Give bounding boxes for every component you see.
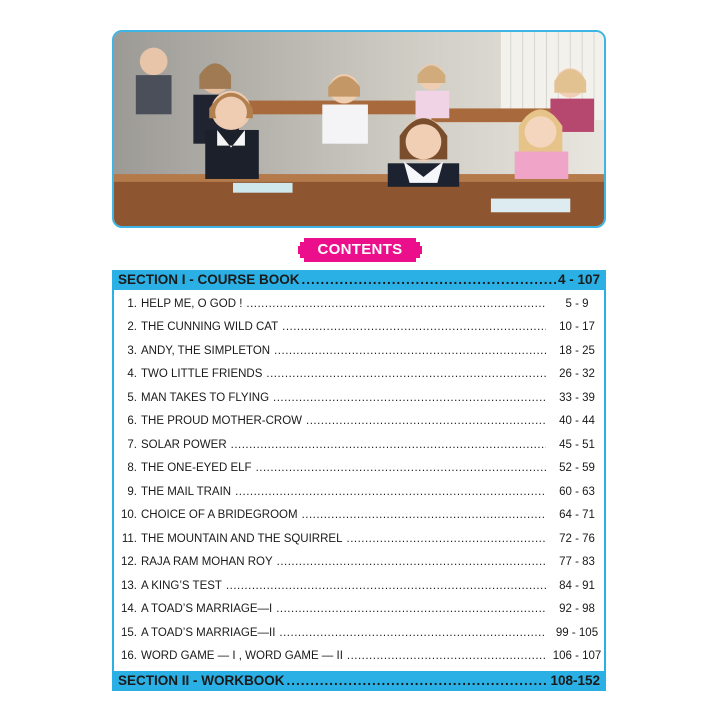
toc-item-pages: 45 - 51 — [559, 438, 595, 451]
toc-item-pages: 52 - 59 — [559, 462, 595, 475]
toc-item-pages: 77 - 83 — [559, 556, 595, 569]
leader-dots — [347, 533, 547, 545]
toc-item[interactable] — [114, 551, 604, 575]
toc-item-pages: 84 - 91 — [559, 579, 595, 592]
section-2-bar[interactable] — [112, 671, 606, 691]
toc-item-number: 14. — [121, 603, 137, 616]
section-2-leader-dots — [287, 671, 549, 691]
toc-item-pages: 26 - 32 — [559, 368, 595, 381]
toc-item[interactable] — [114, 410, 604, 434]
table-of-contents — [112, 290, 606, 671]
leader-dots — [231, 439, 546, 451]
toc-item-number: 11. — [121, 532, 137, 545]
toc-item[interactable] — [114, 339, 604, 363]
leader-dots — [302, 509, 546, 521]
toc-item[interactable] — [114, 292, 604, 316]
leader-dots — [347, 650, 546, 662]
toc-item-number: 1. — [127, 297, 137, 310]
toc-item-title: A KING’S TEST — [141, 579, 222, 592]
toc-item-pages: 92 - 98 — [559, 603, 595, 616]
toc-item-title: THE MOUNTAIN AND THE SQUIRREL — [141, 532, 343, 545]
section-1-pages: 4 - 107 — [557, 272, 600, 287]
toc-item-title: TWO LITTLE FRIENDS — [141, 368, 263, 381]
toc-item[interactable] — [114, 598, 604, 622]
toc-item-number: 7. — [127, 438, 137, 451]
toc-item-pages: 5 - 9 — [565, 297, 589, 310]
toc-item[interactable] — [114, 363, 604, 387]
toc-item-title: RAJA RAM MOHAN ROY — [141, 556, 273, 569]
toc-item[interactable] — [114, 316, 604, 340]
toc-item[interactable] — [114, 504, 604, 528]
toc-item[interactable] — [114, 480, 604, 504]
toc-item[interactable] — [114, 574, 604, 598]
leader-dots — [235, 486, 546, 498]
classroom-photo-illustration — [114, 32, 604, 226]
toc-item-title: THE PROUD MOTHER-CROW — [141, 415, 302, 428]
toc-item-pages: 106 - 107 — [552, 650, 602, 663]
leader-dots — [256, 462, 546, 474]
section-1-label: SECTION I - COURSE BOOK — [118, 272, 300, 287]
toc-item[interactable] — [114, 621, 604, 645]
section-1-bar[interactable] — [112, 270, 606, 290]
leader-dots — [282, 321, 546, 333]
toc-item-number: 10. — [121, 509, 137, 522]
toc-item-title: MAN TAKES TO FLYING — [141, 391, 270, 404]
toc-item-title: THE MAIL TRAIN — [141, 485, 232, 498]
toc-item-number: 16. — [121, 650, 137, 663]
toc-item[interactable] — [114, 645, 604, 669]
toc-item-title: WORD GAME — I , WORD GAME — II — [141, 650, 343, 663]
toc-item-number: 3. — [127, 344, 137, 357]
leader-dots — [277, 556, 546, 568]
toc-item-number: 9. — [127, 485, 137, 498]
toc-item-pages: 72 - 76 — [559, 532, 595, 545]
toc-item[interactable] — [114, 433, 604, 457]
leader-dots — [273, 392, 546, 404]
toc-item-title: THE CUNNING WILD CAT — [141, 321, 279, 334]
leader-dots — [226, 580, 546, 592]
toc-item-number: 12. — [121, 556, 137, 569]
toc-item-pages: 99 - 105 — [555, 626, 599, 639]
toc-item-title: THE ONE-EYED ELF — [141, 462, 252, 475]
toc-item-pages: 64 - 71 — [559, 509, 595, 522]
leader-dots — [246, 298, 546, 310]
toc-item-number: 15. — [121, 626, 137, 639]
toc-item-number: 2. — [127, 321, 137, 334]
section-2-pages: 108-152 — [550, 673, 600, 688]
toc-item[interactable] — [114, 386, 604, 410]
toc-item-pages: 18 - 25 — [559, 344, 595, 357]
section-2-label: SECTION II - WORKBOOK — [118, 673, 285, 688]
leader-dots — [266, 368, 546, 380]
toc-item-title: SOLAR POWER — [141, 438, 227, 451]
toc-item[interactable] — [114, 527, 604, 551]
toc-item-pages: 10 - 17 — [559, 321, 595, 334]
toc-item-pages: 60 - 63 — [559, 485, 595, 498]
toc-item-number: 8. — [127, 462, 137, 475]
toc-item-pages: 40 - 44 — [559, 415, 595, 428]
toc-item-title: A TOAD’S MARRIAGE—II — [141, 626, 276, 639]
leader-dots — [276, 603, 546, 615]
leader-dots — [274, 345, 546, 357]
toc-item-title: A TOAD’S MARRIAGE—I — [141, 603, 273, 616]
toc-item[interactable] — [114, 457, 604, 481]
toc-item-number: 4. — [127, 368, 137, 381]
leader-dots — [306, 415, 546, 427]
toc-item-number: 5. — [127, 391, 137, 404]
contents-heading: CONTENTS — [304, 238, 416, 262]
toc-item-pages: 33 - 39 — [559, 391, 595, 404]
toc-item-title: CHOICE OF A BRIDEGROOM — [141, 509, 298, 522]
classroom-photo — [112, 30, 606, 228]
toc-item-title: ANDY, THE SIMPLETON — [141, 344, 271, 357]
section-1-leader-dots — [302, 270, 556, 290]
toc-item-title: HELP ME, O GOD ! — [141, 297, 243, 310]
toc-item-number: 6. — [127, 415, 137, 428]
toc-item-number: 13. — [121, 579, 137, 592]
contents-badge — [298, 238, 422, 262]
leader-dots — [279, 627, 546, 639]
